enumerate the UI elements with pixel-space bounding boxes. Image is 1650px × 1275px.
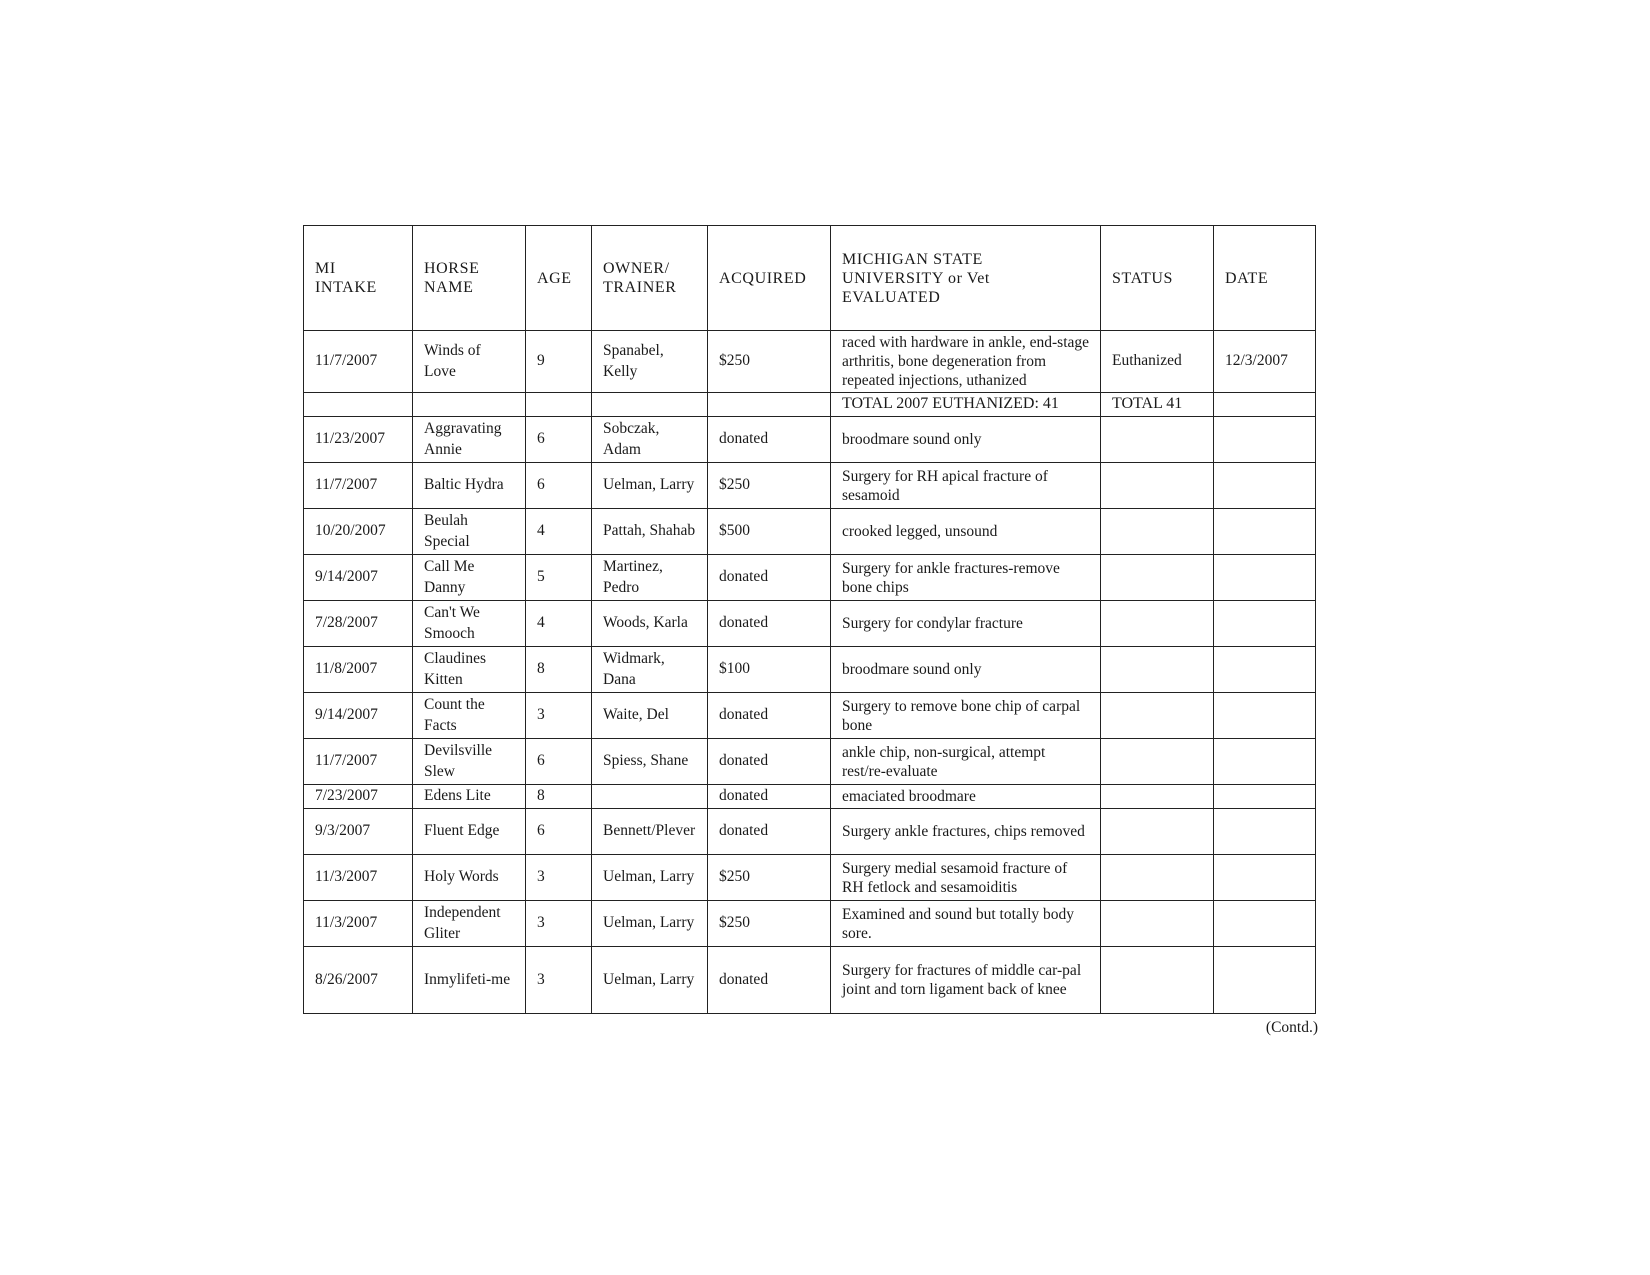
acquired-cell: $250 [708, 463, 831, 509]
age-cell: 3 [526, 947, 592, 1014]
horse-name-cell: Independent Gliter [413, 901, 526, 947]
age-cell: 4 [526, 509, 592, 555]
age-cell: 5 [526, 555, 592, 601]
owner-cell [592, 785, 708, 809]
intake-cell: 11/3/2007 [304, 901, 413, 947]
intake-cell: 11/7/2007 [304, 739, 413, 785]
evaluated-cell: Surgery to remove bone chip of carpal bone [831, 693, 1101, 739]
status-cell [1101, 693, 1214, 739]
owner-cell: Uelman, Larry [592, 901, 708, 947]
date-cell [1214, 647, 1316, 693]
age-cell [526, 393, 592, 417]
status-cell [1101, 463, 1214, 509]
owner-cell: Waite, Del [592, 693, 708, 739]
status-cell [1101, 855, 1214, 901]
date-cell [1214, 809, 1316, 855]
owner-cell: Pattah, Shahab [592, 509, 708, 555]
horse-name-cell: Count the Facts [413, 693, 526, 739]
intake-cell: 9/14/2007 [304, 693, 413, 739]
age-cell: 8 [526, 647, 592, 693]
evaluated-cell: Surgery for condylar fracture [831, 601, 1101, 647]
table-row [304, 509, 1316, 555]
table-row [304, 947, 1316, 1014]
age-cell: 3 [526, 693, 592, 739]
evaluated-cell: Examined and sound but totally body sore. [831, 901, 1101, 947]
horse-name-cell [413, 393, 526, 417]
horse-records-table [303, 225, 1316, 1014]
evaluated-cell: broodmare sound only [831, 417, 1101, 463]
date-cell [1214, 463, 1316, 509]
owner-cell [592, 393, 708, 417]
table-row [304, 601, 1316, 647]
total-euthanized-cell: TOTAL 2007 EUTHANIZED: 41 [831, 393, 1101, 417]
evaluated-cell: broodmare sound only [831, 647, 1101, 693]
age-cell: 6 [526, 739, 592, 785]
horse-name-cell: Holy Words [413, 855, 526, 901]
acquired-cell: donated [708, 785, 831, 809]
status-cell [1101, 555, 1214, 601]
date-cell [1214, 739, 1316, 785]
header-evaluated: MICHIGAN STATE UNIVERSITY or Vet EVALUATED [831, 226, 1101, 331]
horse-name-cell: Fluent Edge [413, 809, 526, 855]
evaluated-cell: Surgery for ankle fractures-remove bone chips [831, 555, 1101, 601]
header-row [304, 226, 1316, 331]
table-row [304, 785, 1316, 809]
acquired-cell: $250 [708, 901, 831, 947]
intake-cell: 10/20/2007 [304, 509, 413, 555]
acquired-cell: $500 [708, 509, 831, 555]
date-cell [1214, 555, 1316, 601]
age-cell: 3 [526, 901, 592, 947]
horse-name-cell: Aggravating Annie [413, 417, 526, 463]
owner-cell: Bennett/Plever [592, 809, 708, 855]
date-cell [1214, 901, 1316, 947]
table-row [304, 555, 1316, 601]
acquired-cell [708, 393, 831, 417]
acquired-cell: donated [708, 417, 831, 463]
header-date: DATE [1214, 226, 1316, 331]
date-cell [1214, 693, 1316, 739]
evaluated-cell: Surgery for fractures of middle car-pal joint and torn ligament back of knee [831, 947, 1101, 1014]
acquired-cell: donated [708, 601, 831, 647]
horse-name-cell: Baltic Hydra [413, 463, 526, 509]
horse-name-cell: Winds of Love [413, 331, 526, 393]
intake-cell: 7/28/2007 [304, 601, 413, 647]
header-mi-intake: MI INTAKE [304, 226, 413, 331]
acquired-cell: donated [708, 947, 831, 1014]
evaluated-cell: ankle chip, non-surgical, attempt rest/re-evaluate [831, 739, 1101, 785]
total-status-cell: TOTAL 41 [1101, 393, 1214, 417]
horse-name-cell: Claudines Kitten [413, 647, 526, 693]
header-status: STATUS [1101, 226, 1214, 331]
intake-cell: 8/26/2007 [304, 947, 413, 1014]
intake-cell: 11/8/2007 [304, 647, 413, 693]
total-row [304, 393, 1316, 417]
status-cell [1101, 417, 1214, 463]
header-age: AGE [526, 226, 592, 331]
owner-cell: Uelman, Larry [592, 947, 708, 1014]
acquired-cell: donated [708, 693, 831, 739]
evaluated-cell: raced with hardware in ankle, end-stage arthritis, bone degeneration from repeated injections, uthanized [831, 331, 1101, 393]
header-owner-trainer: OWNER/ TRAINER [592, 226, 708, 331]
table-row [304, 647, 1316, 693]
horse-name-cell: Inmylifeti-me [413, 947, 526, 1014]
horse-name-cell: Can't We Smooch [413, 601, 526, 647]
date-cell [1214, 855, 1316, 901]
owner-cell: Spiess, Shane [592, 739, 708, 785]
intake-cell [304, 393, 413, 417]
owner-cell: Widmark, Dana [592, 647, 708, 693]
horse-name-cell: Call Me Danny [413, 555, 526, 601]
status-cell [1101, 601, 1214, 647]
status-cell [1101, 739, 1214, 785]
age-cell: 6 [526, 463, 592, 509]
horse-name-cell: Beulah Special [413, 509, 526, 555]
date-cell [1214, 947, 1316, 1014]
table-row [304, 463, 1316, 509]
status-cell [1101, 647, 1214, 693]
acquired-cell: $250 [708, 855, 831, 901]
date-cell [1214, 785, 1316, 809]
owner-cell: Spanabel, Kelly [592, 331, 708, 393]
age-cell: 9 [526, 331, 592, 393]
evaluated-cell: crooked legged, unsound [831, 509, 1101, 555]
intake-cell: 11/3/2007 [304, 855, 413, 901]
status-cell [1101, 947, 1214, 1014]
intake-cell: 11/7/2007 [304, 463, 413, 509]
header-horse-name: HORSE NAME [413, 226, 526, 331]
status-cell [1101, 785, 1214, 809]
intake-cell: 7/23/2007 [304, 785, 413, 809]
status-cell [1101, 809, 1214, 855]
owner-cell: Martinez, Pedro [592, 555, 708, 601]
acquired-cell: donated [708, 739, 831, 785]
table-row [304, 855, 1316, 901]
date-cell [1214, 509, 1316, 555]
owner-cell: Woods, Karla [592, 601, 708, 647]
status-cell [1101, 901, 1214, 947]
date-cell: 12/3/2007 [1214, 331, 1316, 393]
status-cell: Euthanized [1101, 331, 1214, 393]
age-cell: 4 [526, 601, 592, 647]
date-cell [1214, 601, 1316, 647]
intake-cell: 9/14/2007 [304, 555, 413, 601]
table-row [304, 901, 1316, 947]
acquired-cell: $250 [708, 331, 831, 393]
evaluated-cell: Surgery for RH apical fracture of sesamoid [831, 463, 1101, 509]
date-cell [1214, 393, 1316, 417]
intake-cell: 11/7/2007 [304, 331, 413, 393]
age-cell: 6 [526, 809, 592, 855]
table-row [304, 693, 1316, 739]
evaluated-cell: emaciated broodmare [831, 785, 1101, 809]
acquired-cell: $100 [708, 647, 831, 693]
table-row [304, 417, 1316, 463]
owner-cell: Uelman, Larry [592, 855, 708, 901]
acquired-cell: donated [708, 809, 831, 855]
evaluated-cell: Surgery ankle fractures, chips removed [831, 809, 1101, 855]
status-cell [1101, 509, 1214, 555]
header-acquired: ACQUIRED [708, 226, 831, 331]
table-row [304, 809, 1316, 855]
age-cell: 3 [526, 855, 592, 901]
table-row [304, 331, 1316, 393]
intake-cell: 9/3/2007 [304, 809, 413, 855]
owner-cell: Sobczak, Adam [592, 417, 708, 463]
date-cell [1214, 417, 1316, 463]
horse-name-cell: Devilsville Slew [413, 739, 526, 785]
intake-cell: 11/23/2007 [304, 417, 413, 463]
age-cell: 8 [526, 785, 592, 809]
age-cell: 6 [526, 417, 592, 463]
horse-name-cell: Edens Lite [413, 785, 526, 809]
owner-cell: Uelman, Larry [592, 463, 708, 509]
evaluated-cell: Surgery medial sesamoid fracture of RH fetlock and sesamoiditis [831, 855, 1101, 901]
continued-note: (Contd.) [1265, 1019, 1318, 1036]
acquired-cell: donated [708, 555, 831, 601]
table-row [304, 739, 1316, 785]
